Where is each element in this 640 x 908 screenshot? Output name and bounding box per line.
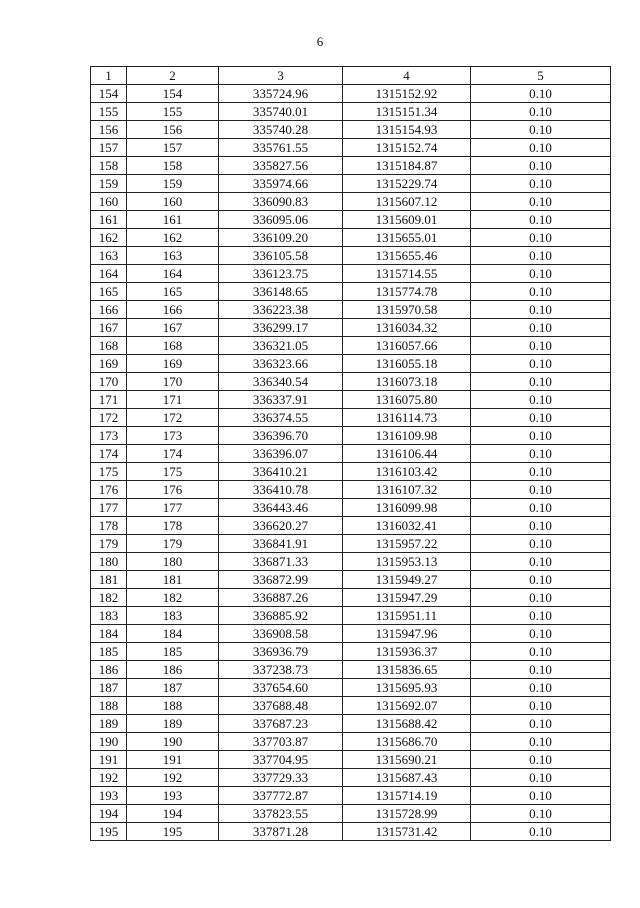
cell-point-number: 165 — [91, 283, 127, 301]
cell-x-coordinate: 336323.66 — [219, 355, 343, 373]
cell-accuracy: 0.10 — [471, 553, 611, 571]
table-row — [91, 625, 611, 643]
table-row — [91, 553, 611, 571]
cell-x-coordinate: 336374.55 — [219, 409, 343, 427]
cell-point-id: 166 — [127, 301, 219, 319]
cell-y-coordinate: 1315151.34 — [343, 103, 471, 121]
table-row — [91, 751, 611, 769]
cell-point-number: 186 — [91, 661, 127, 679]
cell-accuracy: 0.10 — [471, 769, 611, 787]
header-row — [91, 67, 611, 85]
cell-x-coordinate: 337238.73 — [219, 661, 343, 679]
cell-x-coordinate: 337729.33 — [219, 769, 343, 787]
cell-point-id: 173 — [127, 427, 219, 445]
cell-point-number: 179 — [91, 535, 127, 553]
cell-point-number: 177 — [91, 499, 127, 517]
cell-point-number: 155 — [91, 103, 127, 121]
table-row — [91, 517, 611, 535]
cell-x-coordinate: 335827.56 — [219, 157, 343, 175]
cell-point-id: 178 — [127, 517, 219, 535]
cell-accuracy: 0.10 — [471, 337, 611, 355]
table-row — [91, 409, 611, 427]
cell-point-id: 191 — [127, 751, 219, 769]
cell-y-coordinate: 1315714.19 — [343, 787, 471, 805]
cell-x-coordinate: 337704.95 — [219, 751, 343, 769]
coordinates-table — [90, 66, 611, 841]
cell-point-id: 175 — [127, 463, 219, 481]
cell-y-coordinate: 1316055.18 — [343, 355, 471, 373]
cell-point-number: 189 — [91, 715, 127, 733]
cell-x-coordinate: 337871.28 — [219, 823, 343, 841]
cell-accuracy: 0.10 — [471, 751, 611, 769]
cell-accuracy: 0.10 — [471, 121, 611, 139]
cell-point-number: 169 — [91, 355, 127, 373]
cell-point-id: 180 — [127, 553, 219, 571]
cell-x-coordinate: 336299.17 — [219, 319, 343, 337]
cell-accuracy: 0.10 — [471, 607, 611, 625]
cell-x-coordinate: 337772.87 — [219, 787, 343, 805]
cell-y-coordinate: 1315947.96 — [343, 625, 471, 643]
table-row — [91, 391, 611, 409]
cell-point-number: 166 — [91, 301, 127, 319]
cell-accuracy: 0.10 — [471, 499, 611, 517]
cell-y-coordinate: 1315951.11 — [343, 607, 471, 625]
table-row — [91, 355, 611, 373]
cell-accuracy: 0.10 — [471, 211, 611, 229]
cell-x-coordinate: 335724.96 — [219, 85, 343, 103]
cell-accuracy: 0.10 — [471, 85, 611, 103]
cell-accuracy: 0.10 — [471, 643, 611, 661]
cell-y-coordinate: 1315690.21 — [343, 751, 471, 769]
cell-point-id: 181 — [127, 571, 219, 589]
column-header-2: 2 — [127, 67, 219, 85]
table-row — [91, 445, 611, 463]
cell-point-id: 179 — [127, 535, 219, 553]
cell-point-number: 176 — [91, 481, 127, 499]
cell-x-coordinate: 336620.27 — [219, 517, 343, 535]
cell-point-id: 177 — [127, 499, 219, 517]
cell-y-coordinate: 1316103.42 — [343, 463, 471, 481]
table-row — [91, 373, 611, 391]
table-row — [91, 121, 611, 139]
cell-point-id: 157 — [127, 139, 219, 157]
cell-point-number: 160 — [91, 193, 127, 211]
cell-y-coordinate: 1315687.43 — [343, 769, 471, 787]
cell-point-id: 187 — [127, 679, 219, 697]
cell-y-coordinate: 1315695.93 — [343, 679, 471, 697]
table-row — [91, 139, 611, 157]
cell-accuracy: 0.10 — [471, 157, 611, 175]
cell-point-number: 178 — [91, 517, 127, 535]
table-row — [91, 319, 611, 337]
cell-point-id: 154 — [127, 85, 219, 103]
cell-point-id: 190 — [127, 733, 219, 751]
cell-x-coordinate: 337703.87 — [219, 733, 343, 751]
cell-accuracy: 0.10 — [471, 139, 611, 157]
cell-y-coordinate: 1315609.01 — [343, 211, 471, 229]
column-header-3: 3 — [219, 67, 343, 85]
cell-y-coordinate: 1315949.27 — [343, 571, 471, 589]
cell-accuracy: 0.10 — [471, 733, 611, 751]
cell-point-number: 171 — [91, 391, 127, 409]
cell-point-number: 154 — [91, 85, 127, 103]
table-row — [91, 769, 611, 787]
cell-y-coordinate: 1315184.87 — [343, 157, 471, 175]
cell-accuracy: 0.10 — [471, 319, 611, 337]
cell-accuracy: 0.10 — [471, 373, 611, 391]
column-header-5: 5 — [471, 67, 611, 85]
cell-point-id: 155 — [127, 103, 219, 121]
cell-point-id: 170 — [127, 373, 219, 391]
cell-x-coordinate: 337687.23 — [219, 715, 343, 733]
cell-accuracy: 0.10 — [471, 229, 611, 247]
cell-point-id: 174 — [127, 445, 219, 463]
table-row — [91, 463, 611, 481]
cell-accuracy: 0.10 — [471, 661, 611, 679]
cell-point-id: 188 — [127, 697, 219, 715]
cell-point-id: 183 — [127, 607, 219, 625]
cell-y-coordinate: 1315152.74 — [343, 139, 471, 157]
cell-y-coordinate: 1315953.13 — [343, 553, 471, 571]
cell-x-coordinate: 337823.55 — [219, 805, 343, 823]
cell-point-number: 163 — [91, 247, 127, 265]
cell-accuracy: 0.10 — [471, 175, 611, 193]
column-header-1: 1 — [91, 67, 127, 85]
column-header-4: 4 — [343, 67, 471, 85]
cell-point-id: 194 — [127, 805, 219, 823]
cell-x-coordinate: 336090.83 — [219, 193, 343, 211]
cell-point-number: 180 — [91, 553, 127, 571]
cell-point-id: 161 — [127, 211, 219, 229]
cell-point-id: 160 — [127, 193, 219, 211]
cell-y-coordinate: 1316073.18 — [343, 373, 471, 391]
table-row — [91, 193, 611, 211]
cell-point-number: 192 — [91, 769, 127, 787]
cell-x-coordinate: 336105.58 — [219, 247, 343, 265]
cell-x-coordinate: 336337.91 — [219, 391, 343, 409]
cell-x-coordinate: 336841.91 — [219, 535, 343, 553]
cell-accuracy: 0.10 — [471, 463, 611, 481]
cell-point-number: 187 — [91, 679, 127, 697]
table-row — [91, 805, 611, 823]
cell-accuracy: 0.10 — [471, 481, 611, 499]
cell-x-coordinate: 336095.06 — [219, 211, 343, 229]
cell-point-id: 184 — [127, 625, 219, 643]
cell-point-number: 167 — [91, 319, 127, 337]
cell-x-coordinate: 335761.55 — [219, 139, 343, 157]
cell-x-coordinate: 335740.28 — [219, 121, 343, 139]
cell-point-id: 164 — [127, 265, 219, 283]
cell-x-coordinate: 336223.38 — [219, 301, 343, 319]
table-row — [91, 607, 611, 625]
cell-point-id: 169 — [127, 355, 219, 373]
cell-point-id: 158 — [127, 157, 219, 175]
cell-y-coordinate: 1315152.92 — [343, 85, 471, 103]
cell-x-coordinate: 337654.60 — [219, 679, 343, 697]
cell-y-coordinate: 1315728.99 — [343, 805, 471, 823]
cell-y-coordinate: 1315607.12 — [343, 193, 471, 211]
cell-point-number: 173 — [91, 427, 127, 445]
cell-point-id: 186 — [127, 661, 219, 679]
cell-accuracy: 0.10 — [471, 805, 611, 823]
cell-point-id: 193 — [127, 787, 219, 805]
table-row — [91, 679, 611, 697]
cell-accuracy: 0.10 — [471, 517, 611, 535]
cell-accuracy: 0.10 — [471, 355, 611, 373]
table-row — [91, 229, 611, 247]
cell-point-number: 157 — [91, 139, 127, 157]
cell-y-coordinate: 1315154.93 — [343, 121, 471, 139]
cell-point-number: 172 — [91, 409, 127, 427]
cell-point-number: 164 — [91, 265, 127, 283]
cell-accuracy: 0.10 — [471, 301, 611, 319]
cell-y-coordinate: 1316034.32 — [343, 319, 471, 337]
cell-point-number: 168 — [91, 337, 127, 355]
cell-x-coordinate: 336936.79 — [219, 643, 343, 661]
cell-point-number: 194 — [91, 805, 127, 823]
cell-y-coordinate: 1315970.58 — [343, 301, 471, 319]
cell-accuracy: 0.10 — [471, 427, 611, 445]
cell-y-coordinate: 1315688.42 — [343, 715, 471, 733]
table-row — [91, 103, 611, 121]
cell-point-id: 156 — [127, 121, 219, 139]
cell-y-coordinate: 1315731.42 — [343, 823, 471, 841]
table-row — [91, 535, 611, 553]
table-row — [91, 643, 611, 661]
cell-accuracy: 0.10 — [471, 571, 611, 589]
table-row — [91, 661, 611, 679]
cell-y-coordinate: 1315836.65 — [343, 661, 471, 679]
cell-point-id: 182 — [127, 589, 219, 607]
cell-x-coordinate: 336109.20 — [219, 229, 343, 247]
cell-accuracy: 0.10 — [471, 697, 611, 715]
cell-accuracy: 0.10 — [471, 715, 611, 733]
table-row — [91, 571, 611, 589]
cell-point-number: 170 — [91, 373, 127, 391]
cell-point-id: 185 — [127, 643, 219, 661]
cell-point-number: 191 — [91, 751, 127, 769]
cell-point-id: 167 — [127, 319, 219, 337]
table-row — [91, 787, 611, 805]
cell-x-coordinate: 336148.65 — [219, 283, 343, 301]
cell-point-id: 192 — [127, 769, 219, 787]
cell-accuracy: 0.10 — [471, 787, 611, 805]
cell-x-coordinate: 336396.07 — [219, 445, 343, 463]
table-body — [91, 85, 611, 841]
cell-point-number: 185 — [91, 643, 127, 661]
cell-point-id: 171 — [127, 391, 219, 409]
cell-point-id: 165 — [127, 283, 219, 301]
table-row — [91, 589, 611, 607]
cell-x-coordinate: 335740.01 — [219, 103, 343, 121]
table-row — [91, 733, 611, 751]
table-row — [91, 715, 611, 733]
table-row — [91, 499, 611, 517]
cell-point-number: 159 — [91, 175, 127, 193]
cell-point-id: 163 — [127, 247, 219, 265]
cell-x-coordinate: 336872.99 — [219, 571, 343, 589]
cell-point-number: 158 — [91, 157, 127, 175]
table-row — [91, 175, 611, 193]
cell-accuracy: 0.10 — [471, 391, 611, 409]
cell-accuracy: 0.10 — [471, 265, 611, 283]
cell-point-number: 175 — [91, 463, 127, 481]
cell-accuracy: 0.10 — [471, 823, 611, 841]
cell-x-coordinate: 336908.58 — [219, 625, 343, 643]
cell-y-coordinate: 1315936.37 — [343, 643, 471, 661]
table-row — [91, 85, 611, 103]
cell-accuracy: 0.10 — [471, 283, 611, 301]
cell-accuracy: 0.10 — [471, 409, 611, 427]
cell-accuracy: 0.10 — [471, 535, 611, 553]
table-row — [91, 697, 611, 715]
cell-x-coordinate: 336887.26 — [219, 589, 343, 607]
cell-y-coordinate: 1316114.73 — [343, 409, 471, 427]
cell-accuracy: 0.10 — [471, 679, 611, 697]
cell-point-number: 161 — [91, 211, 127, 229]
cell-y-coordinate: 1315229.74 — [343, 175, 471, 193]
table-row — [91, 823, 611, 841]
cell-y-coordinate: 1316075.80 — [343, 391, 471, 409]
cell-point-id: 162 — [127, 229, 219, 247]
cell-x-coordinate: 336410.21 — [219, 463, 343, 481]
cell-x-coordinate: 336340.54 — [219, 373, 343, 391]
cell-y-coordinate: 1315692.07 — [343, 697, 471, 715]
cell-accuracy: 0.10 — [471, 193, 611, 211]
table-row — [91, 481, 611, 499]
cell-accuracy: 0.10 — [471, 589, 611, 607]
cell-x-coordinate: 336321.05 — [219, 337, 343, 355]
cell-x-coordinate: 336123.75 — [219, 265, 343, 283]
table-header — [91, 67, 611, 85]
cell-x-coordinate: 336871.33 — [219, 553, 343, 571]
cell-point-number: 162 — [91, 229, 127, 247]
cell-point-number: 195 — [91, 823, 127, 841]
cell-y-coordinate: 1315947.29 — [343, 589, 471, 607]
cell-point-number: 190 — [91, 733, 127, 751]
cell-accuracy: 0.10 — [471, 445, 611, 463]
cell-y-coordinate: 1315655.46 — [343, 247, 471, 265]
cell-point-id: 176 — [127, 481, 219, 499]
table-row — [91, 265, 611, 283]
cell-y-coordinate: 1316057.66 — [343, 337, 471, 355]
cell-x-coordinate: 337688.48 — [219, 697, 343, 715]
cell-point-id: 195 — [127, 823, 219, 841]
cell-accuracy: 0.10 — [471, 247, 611, 265]
table-row — [91, 211, 611, 229]
cell-point-number: 183 — [91, 607, 127, 625]
cell-point-number: 182 — [91, 589, 127, 607]
table-row — [91, 337, 611, 355]
cell-point-id: 172 — [127, 409, 219, 427]
table-row — [91, 283, 611, 301]
cell-y-coordinate: 1316107.32 — [343, 481, 471, 499]
page-number: 6 — [316, 34, 324, 49]
cell-y-coordinate: 1316109.98 — [343, 427, 471, 445]
cell-point-id: 159 — [127, 175, 219, 193]
cell-y-coordinate: 1316032.41 — [343, 517, 471, 535]
table-row — [91, 247, 611, 265]
cell-point-number: 156 — [91, 121, 127, 139]
cell-y-coordinate: 1315774.78 — [343, 283, 471, 301]
cell-point-number: 174 — [91, 445, 127, 463]
cell-y-coordinate: 1315655.01 — [343, 229, 471, 247]
cell-y-coordinate: 1315714.55 — [343, 265, 471, 283]
cell-y-coordinate: 1316106.44 — [343, 445, 471, 463]
cell-point-number: 181 — [91, 571, 127, 589]
cell-point-number: 193 — [91, 787, 127, 805]
cell-accuracy: 0.10 — [471, 103, 611, 121]
cell-x-coordinate: 336410.78 — [219, 481, 343, 499]
cell-x-coordinate: 335974.66 — [219, 175, 343, 193]
cell-x-coordinate: 336885.92 — [219, 607, 343, 625]
cell-x-coordinate: 336396.70 — [219, 427, 343, 445]
cell-y-coordinate: 1315957.22 — [343, 535, 471, 553]
cell-y-coordinate: 1315686.70 — [343, 733, 471, 751]
cell-point-id: 189 — [127, 715, 219, 733]
cell-accuracy: 0.10 — [471, 625, 611, 643]
table-row — [91, 157, 611, 175]
cell-point-id: 168 — [127, 337, 219, 355]
cell-point-number: 188 — [91, 697, 127, 715]
cell-y-coordinate: 1316099.98 — [343, 499, 471, 517]
table-row — [91, 427, 611, 445]
table-row — [91, 301, 611, 319]
cell-x-coordinate: 336443.46 — [219, 499, 343, 517]
cell-point-number: 184 — [91, 625, 127, 643]
